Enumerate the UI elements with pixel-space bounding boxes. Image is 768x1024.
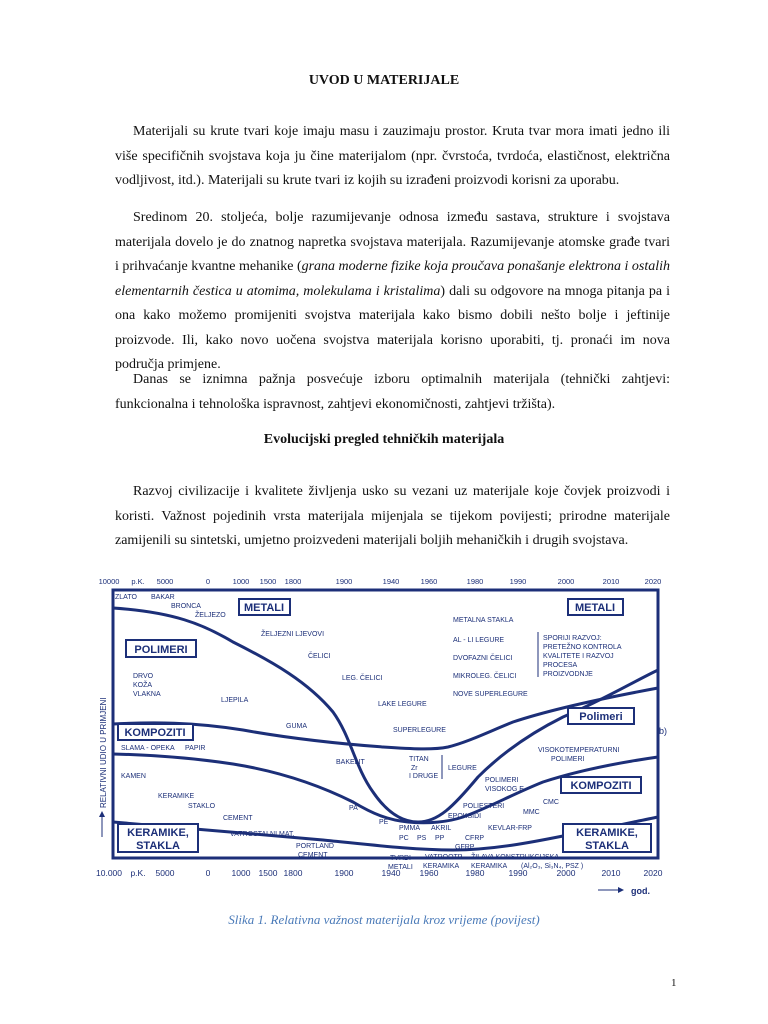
materials-evolution-figure: [93, 572, 673, 902]
label-zilava-2: KERAMIKA: [471, 863, 508, 870]
label-vlakna: VLAKNA: [133, 691, 161, 698]
label-leg-celici: LEG. ČELICI: [342, 675, 383, 682]
top-tick-1940: 1940: [382, 577, 400, 586]
label-visokotemp-2: POLIMERI: [551, 756, 585, 763]
paragraph-2-text: Sredinom 20. stoljeća, bolje razumijevanje odnosa između sastava, strukture i svojstava materijala dovelo je do znatnog napretka svojstava materijala. Razumijevanje atomske građe tvari i prihvaćanje kvantne mehanike (: [115, 210, 670, 274]
top-tick-5000: 5000: [156, 577, 174, 586]
label-zeljezni-ljevovi: ŽELJEZNI LJEVOVI: [261, 631, 325, 638]
box-kompoziti-left-label: KOMPOZITI: [124, 727, 186, 739]
section-paragraph-text: Razvoj civilizacije i kvalitete življenja usko su vezani uz materijale koje čovjek proizvodi i koristi. Važnost pojedinih vrsta materijala mijenjala se tijekom povijesti; prirodne materijale zamijenili su sintetski, umjetno proizvedeni materijali boljih mehaničkih i drugih svojstava.: [115, 484, 670, 548]
label-epoksidi: EPOKSIDI: [448, 813, 482, 820]
label-pmma: PMMA: [399, 825, 420, 832]
top-tick-2000: 2000: [557, 577, 575, 586]
label-sporiji-2: PRETEŽNO KONTROLA: [543, 644, 622, 651]
label-dvofazni: DVOFAZNI ČELICI: [453, 655, 513, 662]
bottom-tick-1500: 1500: [258, 868, 278, 878]
label-bronca: BRONCA: [171, 603, 201, 610]
label-celici: ČELICI: [308, 653, 331, 660]
label-cfrp: CFRP: [465, 835, 485, 842]
bottom-tick-pk: p.K.: [130, 868, 146, 878]
section-paragraph: [115, 480, 670, 554]
top-tick-1900: 1900: [335, 577, 353, 586]
label-tvrdi-1: TVRDI: [390, 855, 411, 862]
top-tick-1500: 1500: [259, 577, 277, 586]
box-metali-left-label: METALI: [243, 602, 285, 614]
bottom-tick-2000: 2000: [556, 868, 576, 878]
label-gfrp: GFRP: [455, 844, 475, 851]
box-polimeri-left-label: POLIMERI: [134, 644, 188, 656]
section-heading: Evolucijski pregled tehničkih materijala: [263, 432, 505, 447]
top-tick-1960: 1960: [420, 577, 438, 586]
top-axis: [99, 577, 662, 586]
label-mikroleg: MIKROLEG. ČELICI: [453, 673, 517, 680]
top-tick-10000: 10000: [98, 577, 120, 586]
top-tick-1980: 1980: [466, 577, 484, 586]
label-titan: TITAN: [409, 756, 429, 763]
label-staklo: STAKLO: [188, 803, 216, 810]
label-portland-2: CEMENT: [298, 852, 328, 859]
label-polimeri-vis-1: POLIMERI: [485, 777, 519, 784]
label-sporiji-5: PROIZVODNJE: [543, 671, 593, 678]
box-keramike-right-line1: KERAMIKE,: [576, 827, 638, 839]
label-sporiji-4: PROCESA: [543, 662, 578, 669]
y-axis-label: RELATIVNI UDIO U PRIMJENI: [99, 697, 108, 808]
label-ps: PS: [417, 835, 427, 842]
box-metali-right-label: METALI: [574, 602, 616, 614]
bottom-tick-1940: 1940: [381, 868, 401, 878]
label-zeljezo: ŽELJEZO: [195, 612, 226, 619]
bottom-tick-1990: 1990: [508, 868, 528, 878]
label-metalna-stakla: METALNA STAKLA: [453, 617, 514, 624]
box-polimeri-right-label: Polimeri: [579, 711, 623, 723]
label-legure: LEGURE: [448, 765, 477, 772]
paragraph-2-end: ) dali su odgovore na mnoga pitanja pa i ona kako možemo promijeniti svojstva materijala kako bismo dobili nešto bolje i jeftinije proizvode. Ili, kako novo uočena svojstva materijala korisno uporabiti, tj. pronaći im nova područja primjene.: [115, 283, 670, 372]
x-arrow-head-icon: [618, 887, 624, 893]
bottom-tick-1960: 1960: [419, 868, 439, 878]
label-slama: SLAMA - OPEKA: [121, 745, 175, 752]
paragraph-2-italic: grana moderne fizike koja proučava ponašanje elektrona i ostalih elementarnih čestica u atomima, molekulama i kristalima: [115, 259, 670, 299]
top-tick-1800: 1800: [284, 577, 302, 586]
label-zilava-3: (Al₂O₃, Si₃N₄, PSZ ): [521, 863, 584, 870]
label-lake-legure: LAKE LEGURE: [378, 701, 427, 708]
label-polimeri-vis-2: VISOKOG E: [485, 786, 524, 793]
paragraph-2: [115, 206, 670, 378]
top-tick-1990: 1990: [509, 577, 527, 586]
x-unit-label: god.: [631, 886, 650, 896]
label-ljepila: LJEPILA: [221, 697, 249, 704]
y-arrow-head-icon: [99, 811, 105, 817]
bottom-tick-1900: 1900: [334, 868, 354, 878]
page-number: 1: [671, 977, 677, 989]
bottom-tick-2010: 2010: [601, 868, 621, 878]
top-tick-2020: 2020: [644, 577, 662, 586]
label-tvrdi-2: METALI: [388, 864, 413, 871]
paragraph-1-text: Materijali su krute tvari koje imaju masu i zauzimaju prostor. Kruta tvar mora imati jedno ili više specifičnih svojstava koja ju čine materijalom (npr. čvrstoća, tvrdoća, elastičnost, električna vodljivost, itd.). Materijali su krute tvari iz kojih su izrađeni proizvodi korisni za uporabu.: [115, 124, 670, 188]
figure-caption: Slika 1. Relativna važnost materijala kroz vrijeme (povijest): [228, 912, 540, 927]
box-keramike-right-line2: STAKLA: [585, 840, 629, 852]
top-tick-pk: p.K.: [131, 577, 145, 586]
label-kamen: KAMEN: [121, 773, 146, 780]
label-sporiji-1: SPORIJI RAZVOJ:: [543, 635, 602, 642]
paragraph-3: [115, 368, 670, 417]
label-bakar: BAKAR: [151, 594, 175, 601]
label-i-druge: I DRUGE: [409, 773, 439, 780]
label-pp: PP: [435, 835, 445, 842]
label-koza: KOŽA: [133, 682, 153, 689]
bottom-tick-1800: 1800: [283, 868, 303, 878]
paragraph-3-text: Danas se iznimna pažnja posvećuje izboru optimalnih materijala (tehnički zahtjevi: funkcionalna i tehnološka ispravnost, zahtjevi ekonomičnosti, zahtjevi tržišta).: [115, 372, 670, 412]
label-superlegure: SUPERLEGURE: [393, 727, 446, 734]
box-kompoziti-right-label: KOMPOZITI: [570, 780, 632, 792]
top-tick-2010: 2010: [602, 577, 620, 586]
label-poliesteri: POLIESTERI: [463, 803, 505, 810]
label-sporiji-3: KVALITETE I RAZVOJ: [543, 653, 614, 660]
label-vatrootp-2: KERAMIKA: [423, 863, 460, 870]
page-title: UVOD U MATERIJALE: [308, 73, 460, 88]
label-vatrootp-1: VATROOTP.: [425, 854, 464, 861]
label-drvo: DRVO: [133, 673, 154, 680]
side-mark: b): [659, 726, 668, 736]
label-bakelit: BAKELIT: [336, 759, 365, 766]
label-zr: Zr: [411, 765, 418, 772]
label-vatrostalni: VATROSTALNI MAT.: [230, 831, 295, 838]
bottom-tick-0: 0: [205, 868, 211, 878]
bottom-tick-2020: 2020: [643, 868, 663, 878]
bottom-tick-1980: 1980: [465, 868, 485, 878]
top-tick-0: 0: [205, 577, 211, 586]
bottom-tick-1000: 1000: [231, 868, 251, 878]
bottom-tick-10000: 10.000: [96, 868, 122, 878]
label-pa: PA: [349, 805, 358, 812]
label-nove-superlegure: NOVE SUPERLEGURE: [453, 691, 528, 698]
label-al-li: AL - LI LEGURE: [453, 637, 505, 644]
label-mmc: MMC: [523, 809, 540, 816]
paragraph-1: [115, 120, 670, 194]
label-visokotemp-1: VISOKOTEMPERATURNI: [538, 747, 620, 754]
label-zlato: ZLATO: [115, 594, 137, 601]
label-keramike: KERAMIKE: [158, 793, 195, 800]
label-portland-1: PORTLAND: [296, 843, 334, 850]
box-keramike-left-line1: KERAMIKE,: [127, 827, 189, 839]
label-guma: GUMA: [286, 723, 307, 730]
label-zilava-1: ŽILAVA KONSTRUKCIJSKA: [471, 854, 560, 861]
box-keramike-left-line2: STAKLA: [136, 840, 180, 852]
label-papir: PAPIR: [185, 745, 206, 752]
label-cement: CEMENT: [223, 815, 253, 822]
top-tick-1000: 1000: [232, 577, 250, 586]
bottom-tick-5000: 5000: [155, 868, 175, 878]
label-pe: PE: [379, 819, 389, 826]
label-akril: AKRIL: [431, 825, 452, 832]
label-pc: PC: [399, 835, 409, 842]
label-kevlar: KEVLAR-FRP: [488, 825, 532, 832]
label-cmc: CMC: [543, 799, 559, 806]
